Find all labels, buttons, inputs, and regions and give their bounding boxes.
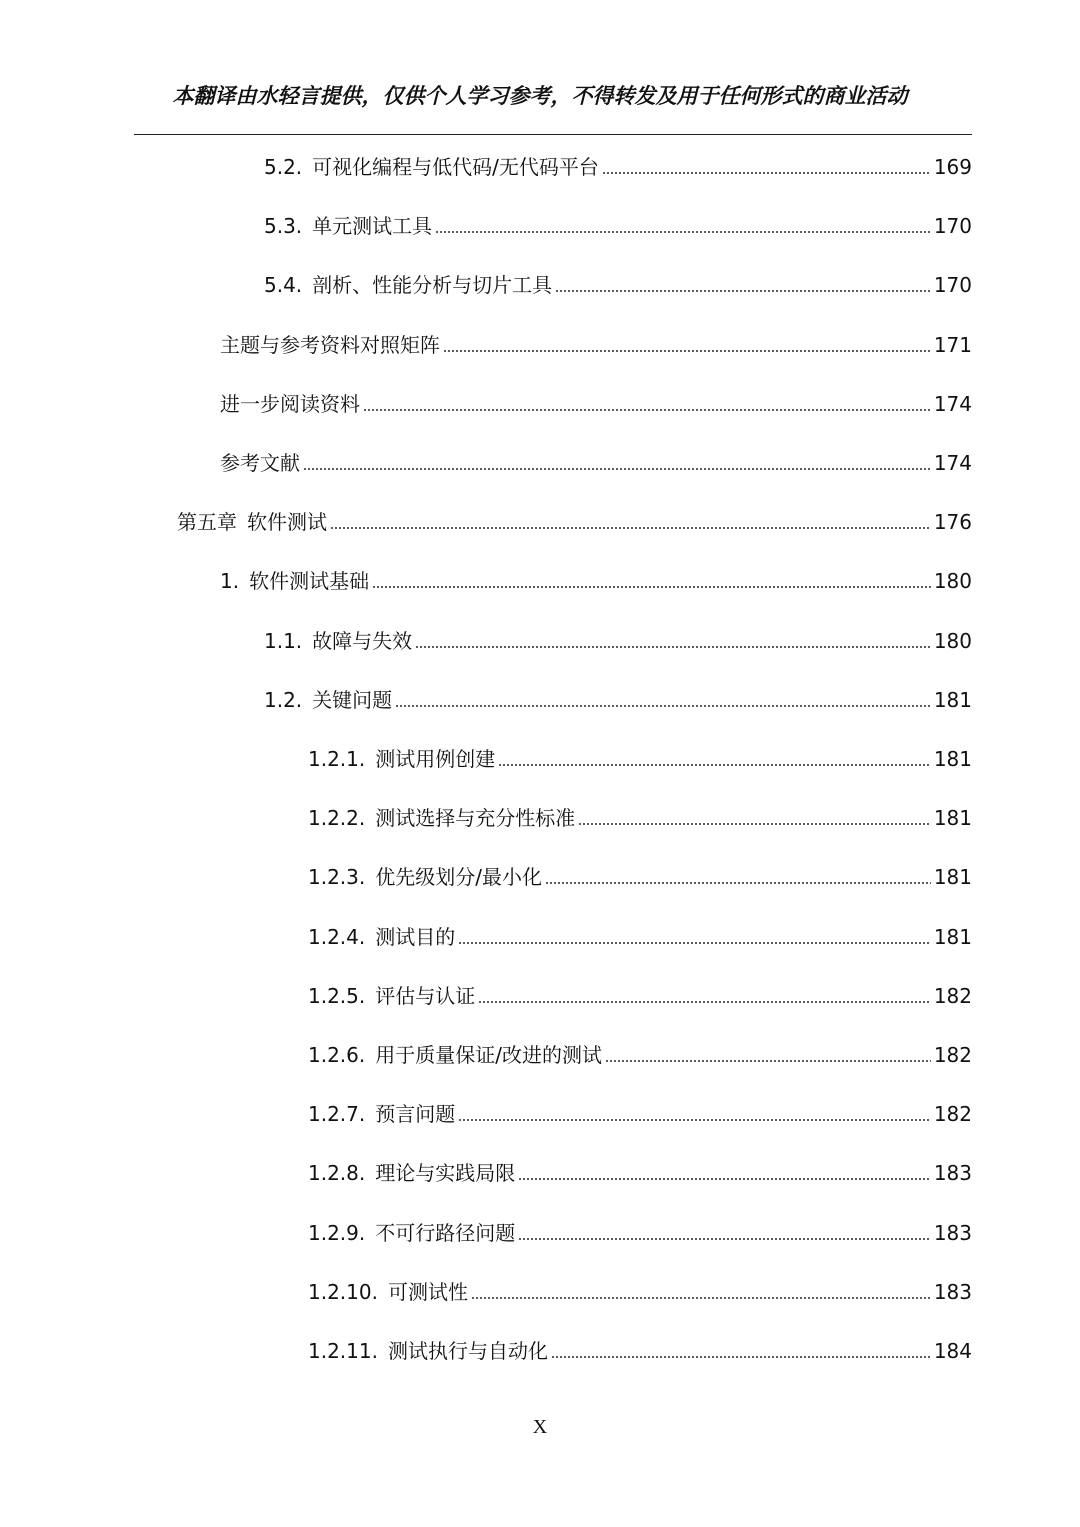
toc-entry[interactable] [308, 862, 972, 892]
toc-entry-page: 174 [933, 392, 972, 416]
toc-entry-title: 不可行路径问题 [375, 1221, 516, 1245]
toc-dot-leader [415, 644, 931, 650]
toc-entry-page: 181 [933, 688, 972, 712]
toc-entry[interactable] [220, 389, 972, 419]
toc-entry-title: 用于质量保证/改进的测试 [375, 1043, 602, 1067]
toc-dot-leader [545, 880, 931, 886]
toc-entry-label [308, 744, 495, 774]
toc-entry-page: 169 [933, 155, 972, 179]
toc-entry-label [308, 1277, 468, 1307]
toc-entry-page: 170 [933, 273, 972, 297]
toc-dot-leader [458, 1117, 931, 1123]
toc-entry-page: 181 [933, 747, 972, 771]
toc-dot-leader [435, 229, 931, 235]
toc-entry-title: 软件测试基础 [249, 569, 370, 593]
toc-entry-label [264, 685, 392, 715]
toc-entry[interactable] [308, 981, 972, 1011]
page-number: X [532, 1416, 548, 1438]
toc-entry-number: 1.2. [264, 688, 303, 712]
toc-dot-leader [551, 1354, 931, 1360]
toc-dot-leader [443, 348, 931, 354]
toc-entry-title: 主题与参考资料对照矩阵 [220, 333, 440, 357]
toc-entry[interactable] [308, 1277, 972, 1307]
toc-entry-number: 1.2.9. [308, 1221, 366, 1245]
toc-dot-leader [303, 466, 931, 472]
toc-dot-leader [478, 999, 931, 1005]
toc-entry-page: 184 [933, 1339, 972, 1363]
toc-entry-page: 181 [933, 925, 972, 949]
toc-entry-page: 183 [933, 1161, 972, 1185]
toc-entry[interactable] [308, 1099, 972, 1129]
toc-entry-page: 182 [933, 1043, 972, 1067]
toc-entry-title: 进一步阅读资料 [220, 392, 360, 416]
toc-entry-number: 1.2.11. [308, 1339, 378, 1363]
toc-entry-page: 180 [933, 569, 972, 593]
toc-entry-number: 5.3. [264, 214, 303, 238]
toc-entry[interactable] [308, 1218, 972, 1248]
toc-entry-page: 183 [933, 1221, 972, 1245]
toc-entry-title: 测试目的 [375, 925, 456, 949]
toc-entry-label [220, 566, 369, 596]
toc-entry-title: 剖析、性能分析与切片工具 [312, 273, 553, 297]
toc-entry-label [220, 448, 300, 478]
toc-entry-number: 1.2.4. [308, 925, 366, 949]
toc-entry-page: 180 [933, 629, 972, 653]
toc-entry-number: 1. [220, 569, 240, 593]
toc-entry-title: 关键问题 [312, 688, 393, 712]
toc-entry[interactable] [264, 270, 972, 300]
toc-entry-title: 预言问题 [375, 1102, 456, 1126]
toc-entry-number: 5.4. [264, 273, 303, 297]
toc-entry-title: 理论与实践局限 [375, 1161, 516, 1185]
toc-entry-number: 1.2.1. [308, 747, 366, 771]
toc-entry-title: 评估与认证 [375, 984, 476, 1008]
toc-entry-title: 可视化编程与低代码/无代码平台 [312, 155, 599, 179]
toc-entry-title: 测试执行与自动化 [387, 1339, 548, 1363]
toc-entry-page: 181 [933, 806, 972, 830]
toc-entry[interactable] [308, 1336, 972, 1366]
toc-entry-title: 软件测试 [247, 510, 327, 534]
toc-entry-title: 故障与失效 [312, 629, 413, 653]
toc-dot-leader [498, 762, 931, 768]
toc-entry-label [308, 862, 542, 892]
toc-entry-number: 1.2.7. [308, 1102, 366, 1126]
toc-entry-number: 1.1. [264, 629, 303, 653]
toc-entry-title: 测试选择与充分性标准 [375, 806, 576, 830]
toc-entry-page: 170 [933, 214, 972, 238]
toc-entry-page: 182 [933, 1102, 972, 1126]
toc-entry-label [308, 1336, 548, 1366]
toc-dot-leader [518, 1176, 931, 1182]
toc-entry-page: 183 [933, 1280, 972, 1304]
toc-entry-page: 174 [933, 451, 972, 475]
toc-entry-label [264, 270, 552, 300]
toc-entry-title: 单元测试工具 [312, 214, 433, 238]
toc-entry-label [220, 330, 440, 360]
toc-entry-label [177, 507, 327, 537]
toc-entry-number: 1.2.6. [308, 1043, 366, 1067]
toc-entry-label [264, 211, 432, 241]
toc-entry[interactable] [264, 211, 972, 241]
toc-entry-number: 1.2.8. [308, 1161, 366, 1185]
toc-entry[interactable] [308, 1158, 972, 1188]
toc-entry-page: 176 [933, 510, 972, 534]
toc-dot-leader [602, 170, 931, 176]
toc-entry[interactable] [177, 507, 972, 537]
toc-entry[interactable] [308, 1040, 972, 1070]
toc-entry-label [308, 803, 575, 833]
toc-entry-label [308, 1040, 602, 1070]
toc-entry-title: 可测试性 [387, 1280, 468, 1304]
toc-entry[interactable] [220, 330, 972, 360]
toc-entry[interactable] [264, 152, 972, 182]
toc-dot-leader [518, 1236, 931, 1242]
toc-entry-title: 优先级划分/最小化 [375, 865, 542, 889]
toc-dot-leader [395, 703, 931, 709]
toc-entry-label [264, 152, 599, 182]
toc-entry-title: 参考文献 [220, 451, 300, 475]
toc-dot-leader [555, 288, 931, 294]
toc-entry-page: 181 [933, 865, 972, 889]
toc-entry-label [308, 1158, 515, 1188]
toc-dot-leader [578, 821, 931, 827]
toc-dot-leader [330, 525, 931, 531]
toc-entry[interactable] [220, 448, 972, 478]
toc-dot-leader [605, 1058, 931, 1064]
toc-entry-title: 测试用例创建 [375, 747, 496, 771]
toc-entry-page: 182 [933, 984, 972, 1008]
toc-entry-label [308, 981, 475, 1011]
toc-entry[interactable] [308, 744, 972, 774]
toc-entry-page: 171 [933, 333, 972, 357]
page-header: 本翻译由水轻言提供，仅供个人学习参考，不得转发及用于任何形式的商业活动 [172, 84, 908, 108]
toc-entry-label [264, 626, 412, 656]
toc-entry-label [308, 1218, 515, 1248]
toc-entry-number: 1.2.10. [308, 1280, 378, 1304]
toc-entry-label [308, 1099, 455, 1129]
toc-entry-label [308, 922, 455, 952]
toc-entry-number: 1.2.5. [308, 984, 366, 1008]
toc-dot-leader [471, 1295, 931, 1301]
toc-entry[interactable] [308, 803, 972, 833]
toc-dot-leader [372, 584, 931, 590]
toc-entry-number: 5.2. [264, 155, 303, 179]
toc-entry-number: 第五章 [177, 510, 237, 534]
toc-dot-leader [363, 407, 931, 413]
toc-entry[interactable] [308, 922, 972, 952]
toc-entry[interactable] [264, 685, 972, 715]
toc-entry-label [220, 389, 360, 419]
toc-entry[interactable] [264, 626, 972, 656]
toc-dot-leader [458, 940, 931, 946]
toc-entry-number: 1.2.3. [308, 865, 366, 889]
toc-entry-number: 1.2.2. [308, 806, 366, 830]
toc-entry[interactable] [220, 566, 972, 596]
